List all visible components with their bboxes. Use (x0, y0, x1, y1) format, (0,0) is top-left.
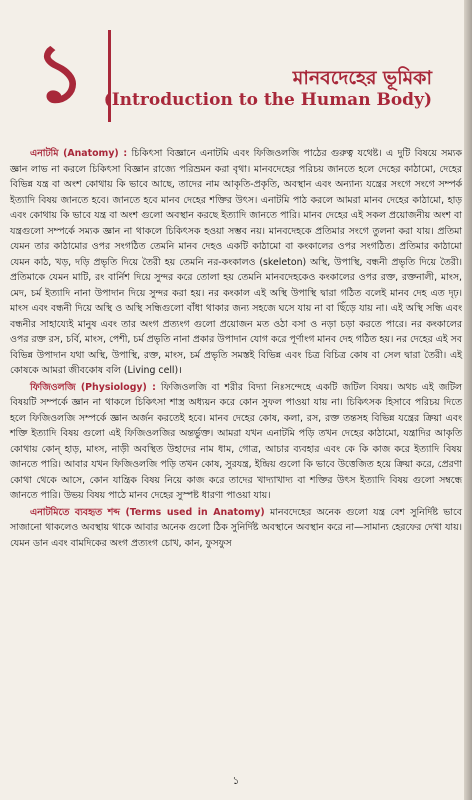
paragraph-anatomy (10, 146, 462, 379)
chapter-title-english: (Introduction to the Human Body) (103, 90, 432, 110)
term-anatomy: এনাটমি (Anatomy) : (30, 148, 128, 159)
paragraph-text: চিকিৎসা বিজ্ঞানে এনাটমি এবং ফিজিওলজি পাঠের গুরুত্ব যথেষ্ট। এ দুটি বিষয়ে সম্যক জ্ঞান লাভ না করলে চিকিৎসা বিজ্ঞান রাজ্যে পরিভ্রমন করা বৃথা। মানবদেহের পরিচয় জানতে হলে দেহের কাঠামো, দেহের বিভিন্ন যন্ত্র বা অংশ কোথায় কি ভাবে আছে, তাদের নাম আকৃতি-প্রকৃতি, অবস্থান এবং অন্যান্য যন্ত্রের সংগে সংগে সম্পর্ক ইত্যাদি বিষয় জানতে হবে। জানতে হবে মানব দেহের শক্তির উৎস। এনাটমি পাঠ করলে আমরা মানব দেহের কাঠামো, হাড় এবং কোথায় কি ভাবে যন্ত্র বা অংশ গুলো অবস্থান করছে ইত্যাদি জানতে পারি। মানব দেহের এই সকল প্রয়োজনীয় অংশ বা যন্ত্রগুলো সম্পর্কে সম্যক জ্ঞান না থাকলে চিকিৎসক হওয়া সম্ভব নয়। মানবদেহকে প্রতিমার সংগে তুলনা করা যায়। প্রতিমা যেমন তার কাঠামোর ওপর সংগঠিত তেমনি মানব দেহও একটি কাঠামো বা কংকালের ওপর সংগঠিত। প্রতিমার কাঠামো যেমন কাঠ, খড়, দড়ি প্রভৃতি দিয়ে তৈরী হয় তেমনি নর-কংকালও (skeleton) অস্থি, উপাস্থি, বন্ধনী প্রভৃতি দিয়ে তৈরী। প্রতিমাকে যেমন মাটি, রং বার্নিশ দিয়ে সুন্দর করে তোলা হয় তেমনি মানবদেহকেও কংকালের ওপর রক্ত, রক্তনালী, মাংস, মেদ, চর্ম ইত্যাদি নানা উপাদান দিয়ে সুন্দর করা হয়। নর কংকাল এই অস্থি উপাস্থি দ্বারা গঠিত বলেই মানব দেহ এত দৃঢ়। মাংস এবং বন্ধনী দিয়ে অস্থি ও অস্থি সন্ধিগুলো বাঁধা থাকার জন্য সহজে ঘসে যায় না বা ছিঁড়ে যায় না। এই অস্থি সন্ধি এবং বন্ধনীর সাহায্যেই মানুষ এবং তার অংগ প্রত্যংগ গুলো প্রয়োজন মত ওঠা বসা ও নড়া চড়া করতে পারে। নর কংকালের ওপর রক্ত রস, চর্বি, মাংস, পেশী, চর্ম প্রভৃতি নানা প্রকার উপাদান যোগ করে পূর্ণাংগ মানব দেহ গঠিত হয়। নর দেহের এই সব বিভিন্ন উপাদান যথা অস্থি, উপাস্থি, রক্ত, মাংস, চর্ম প্রভৃতি সমস্তই বিভিন্ন এবং চিত্র বিচিত্র কোষ বা সেল দ্বারা তৈরী। এই কোষকে আমরা জীবকোষ বলি (Living cell)। (10, 148, 462, 376)
paragraph-physiology (10, 380, 462, 504)
term-anatomy-terms: এনাটমিতে ব্যবহৃত শব্দ (Terms used in Anatomy) (30, 506, 265, 518)
chapter-title-bengali: মানবদেহের ভূমিকা (292, 67, 432, 89)
paragraph-terms (10, 505, 462, 552)
term-physiology: ফিজিওলজি (Physiology) : (30, 381, 156, 393)
chapter-number: ১ (34, 26, 86, 120)
page-number: ১ (232, 774, 240, 787)
paragraph-text: মানবদেহের অনেক গুলো যন্ত্র বেশ সুনির্দিষ্ট ভাবে সাজানো থাকলেও অবস্থায় থাকে আবার অনেক গুলো ঠিক সুনির্দিষ্ট অবস্থানে অবস্থান করে না—সামান্য হেরফের দেখা যায়। যেমন ডান এবং বামদিকের অংগ প্রত্যংগ চোখ, কান, ফুসফুস (10, 506, 462, 549)
paragraph-text: ফিজিওলজি বা শরীর বিদ্যা নিঃসন্দেহে একটি জটিল বিষয়। অথচ এই জটিল বিষয়টি সম্পর্কে জ্ঞান না থাকলে চিকিৎসা শাস্ত্র অধ্যয়ন করে কোন সুফল পাওয়া যায় না। চিকিৎসক হিসাবে পরিচয় দিতে হলে ফিজিওলজি সম্পর্কে জ্ঞান অর্জন করতেই হবে। মানব দেহের কোষ, কলা, রস, রক্ত তন্তসহ বিভিন্ন যন্ত্রের ক্রিয়া এবং শক্তি ইত্যাদি বিষয় গুলো এই ফিজিওলজির অন্তর্ভুক্ত। আমরা যখন এনাটমি পড়ি তখন দেহের কাঠামো, যন্ত্রাদির আকৃতি কোথায় কোন্ হাড়, মাংস, নাড়ী অবস্থিত উহাদের নাম ধাম, গোত্র, আচার ব্যবহার এবং কে কি কাজ করে ইত্যাদি বিষয় জানতে পারি। আবার যখন ফিজিওলজি পড়ি তখন কোষ, সুরযন্ত্র, ইন্দ্রিয় গুলো কি ভাবে উত্তেজিত হয়ে ক্রিয়া করে, প্রেরণা কোথা থেকে আসে, কোন যান্ত্রিক বিষয় নিয়ে কাজ করে তাদের খাদ্যাখাদ্য বা শক্তির উৎস ইত্যাদি বিষয় গুলো সম্বন্ধে জানতে পারি। উভয় বিষয় পাঠে মানব দেহের সুস্পষ্ট ধারণা পাওয়া যায়। (10, 381, 462, 501)
chapter-header (0, 26, 472, 130)
page-body (10, 146, 462, 552)
